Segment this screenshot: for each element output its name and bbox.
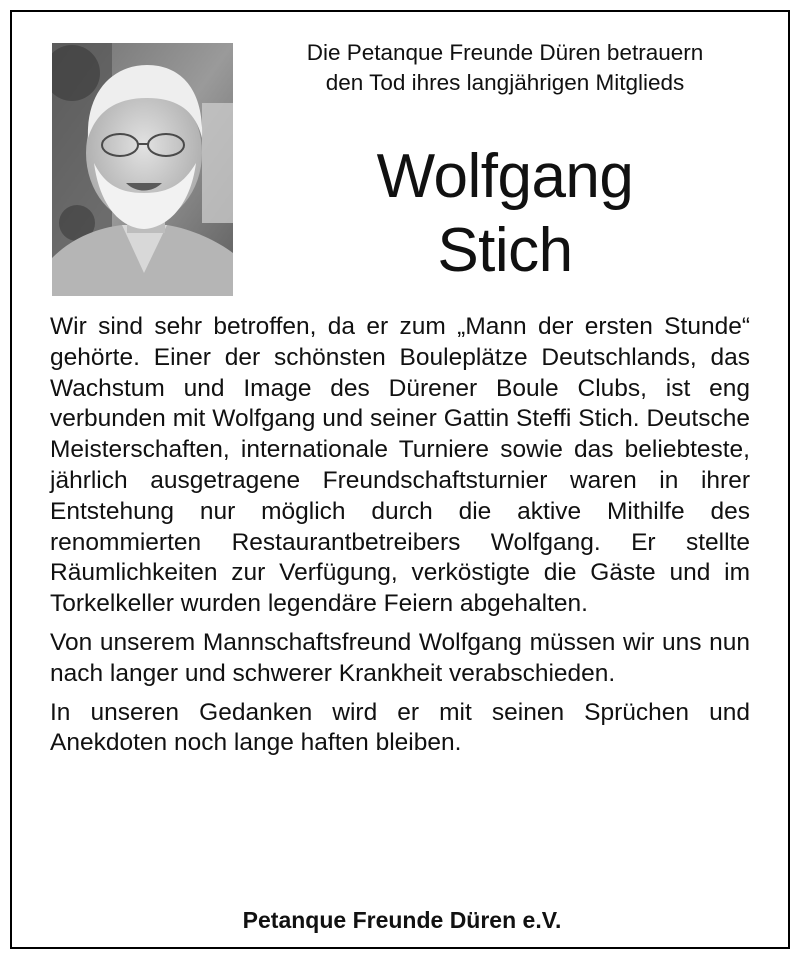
intro-line: den Tod ihres langjährigen Mitglieds [325, 70, 685, 95]
deceased-name [246, 140, 764, 288]
body-paragraph: Wir sind sehr betroffen, da er zum „Mann der ersten Stunde“ gehörte. Einer der schönsten Bouleplätze Deutschlands, das Wachstum und Image des Dürener Boule Clubs, ist eng verbunden mit Wolfgang und seiner Gattin Steffi Stich. Deutsche Meisterschaften, internationale Turniere sowie das beliebteste, jährlich ausgetragene Freundschaftsturnier waren in ihrer Entstehung nur möglich durch die aktive Mithilfe des renommierten Restaurantbetreibers Wolfgang. Er stellte Räumlichkeiten zur Verfügung, verköstigte die Gäste und im Torkelkeller wurden legendäre Feiern abgehalten. [50, 313, 750, 618]
intro-text [246, 38, 764, 98]
first-name: Wolfgang [376, 142, 634, 211]
intro-line: Die Petanque Freunde Düren betrauern [306, 40, 704, 65]
body-paragraph: In unseren Gedanken wird er mit seinen Sprüchen und Anekdoten noch lange haften bleiben. [50, 698, 750, 757]
signature: Petanque Freunde Düren e.V. [242, 907, 562, 933]
body-paragraph: Von unserem Mannschaftsfreund Wolfgang müssen wir uns nun nach langer und schwerer Krankheit verabschieden. [50, 628, 750, 687]
obituary-frame [10, 10, 790, 949]
last-name: Stich [437, 216, 573, 285]
obituary-body [50, 312, 750, 767]
portrait-photo [52, 43, 233, 296]
